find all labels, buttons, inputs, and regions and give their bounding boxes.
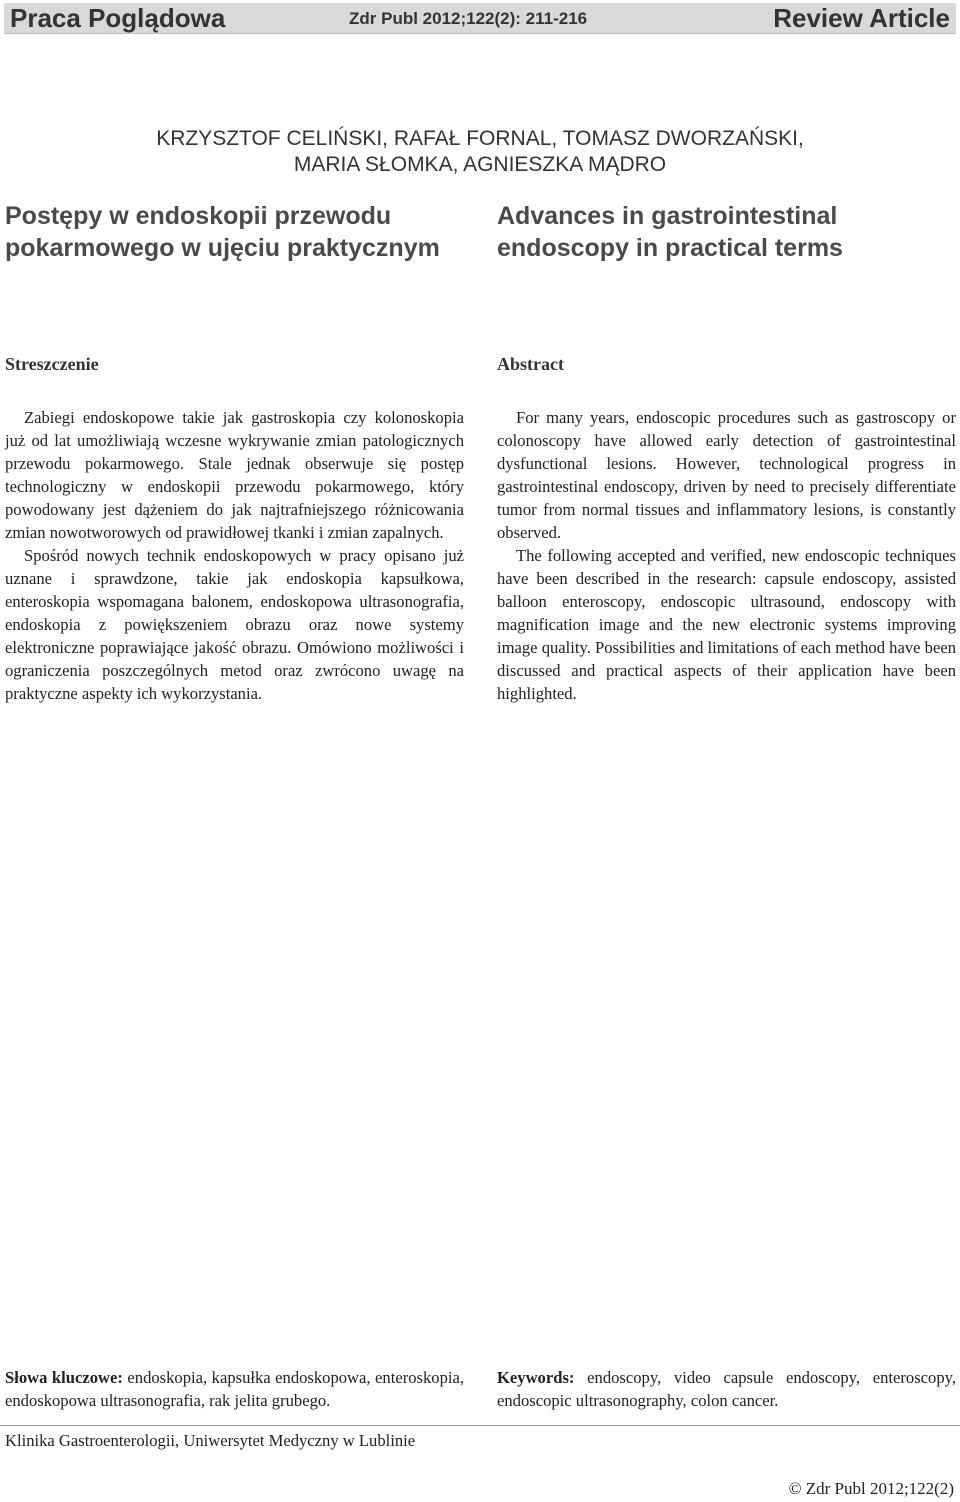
title-polish: Postępy w endoskopii przewodu pokarmowego w ujęciu praktycznym	[5, 202, 440, 262]
polish-abstract-body	[5, 406, 464, 705]
polish-abstract-paragraph-1: Zabiegi endoskopowe takie jak gastroskopia czy kolonoskopia już od lat umożliwiają wczesne wykrywanie zmian patologicznych przewodu pokarmowego. Stale jednak obserwuje się postęp technologiczny w endoskopii przewodu pokarmowego, który powodowany jest dążeniem do jak najtrafniejszego różnicowania zmian nowotworowych od prawidłowej tkanki i zmian zapalnych.	[5, 408, 464, 542]
english-keywords	[497, 1366, 956, 1412]
author-list	[0, 126, 960, 178]
english-abstract-body	[497, 406, 956, 705]
journal-header-bar	[4, 3, 956, 34]
polish-abstract-heading: Streszczenie	[5, 354, 99, 374]
polish-keywords-label: Słowa kluczowe:	[5, 1368, 123, 1387]
english-abstract-paragraph-2: The following accepted and verified, new endoscopic techniques have been described in the research: capsule endoscopy, assisted balloon enteroscopy, endoscopic ultrasound, endoscopy with magnification image and the new electronic systems improving image quality. Possibilities and limitations of each method have been discussed and practical aspects of their application have been highlighted.	[497, 546, 956, 703]
title-english: Advances in gastrointestinal endoscopy in practical terms	[497, 202, 843, 262]
english-keywords-text: endoscopy, video capsule endoscopy, enteroscopy, endoscopic ultrasonography, colon cancer.	[497, 1368, 956, 1410]
polish-keywords-text: endoskopia, kapsułka endoskopowa, enteroskopia, endoskopowa ultrasonografia, rak jelita grubego.	[5, 1368, 464, 1410]
polish-abstract-paragraph-2: Spośród nowych technik endoskopowych w pracy opisano już uznane i sprawdzone, takie jak endoskopia kapsułkowa, enteroskopia wspomagana balonem, endoskopowa ultrasonografia, endoskopia z powiększeniem obrazu oraz nowe systemy elektroniczne poprawiające jakość obrazu. Omówiono możliwości i ograniczenia poszczególnych metod oraz zwrócono uwagę na praktyczne aspekty ich wykorzystania.	[5, 546, 464, 703]
english-abstract-paragraph-1: For many years, endoscopic procedures such as gastroscopy or colonoscopy have allowed early detection of gastrointestinal dysfunctional lesions. However, technological progress in gastrointestinal endoscopy, driven by need to precisely differentiate tumor from normal tissues and inflammatory lesions, is constantly observed.	[497, 408, 956, 542]
footer-divider	[0, 1425, 960, 1426]
article-category: Praca Poglądowa	[10, 3, 226, 33]
affiliation: Klinika Gastroenterologii, Uniwersytet Medyczny w Lublinie	[5, 1431, 416, 1450]
author-line-2: MARIA SŁOMKA, AGNIESZKA MĄDRO	[293, 153, 667, 176]
english-abstract-heading: Abstract	[497, 354, 564, 374]
polish-keywords	[5, 1366, 464, 1412]
english-keywords-label: Keywords:	[497, 1368, 575, 1387]
copyright-notice: © Zdr Publ 2012;122(2)	[788, 1479, 954, 1498]
author-line-1: KRZYSZTOF CELIŃSKI, RAFAŁ FORNAL, TOMASZ DWORZAŃSKI,	[156, 127, 804, 150]
journal-citation: Zdr Publ 2012;122(2): 211-216	[349, 9, 588, 28]
article-type: Review Article	[773, 3, 950, 33]
